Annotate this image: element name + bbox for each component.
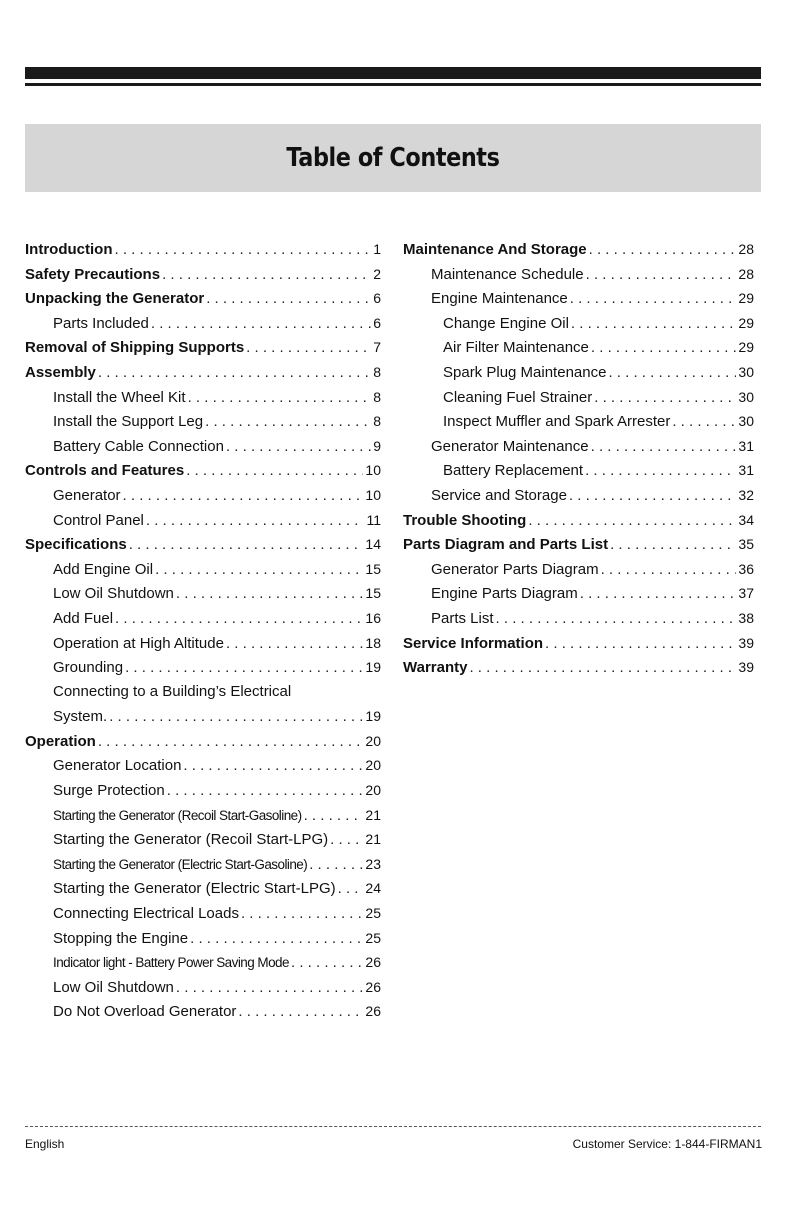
toc-entry[interactable] [403, 655, 754, 680]
toc-entry-page: 30 [738, 388, 754, 405]
toc-entry-title: Starting the Generator (Recoil Start-Gasoline) [53, 807, 302, 823]
toc-entry[interactable] [25, 409, 381, 434]
toc-dot-leader [151, 312, 371, 337]
toc-entry-title: Air Filter Maintenance [443, 339, 589, 357]
toc-entry-title: Maintenance And Storage [403, 241, 587, 258]
toc-entry-title: Trouble Shooting [403, 511, 527, 529]
toc-entry-title: Service Information [403, 634, 544, 652]
toc-entry-title: Safety Precautions [25, 265, 161, 283]
toc-entry[interactable] [25, 581, 381, 606]
toc-entry-title: Parts Diagram and Parts List [403, 536, 609, 554]
toc-entry-title: Unpacking the Generator [25, 290, 205, 308]
toc-entry-title: Maintenance Schedule [431, 265, 584, 283]
toc-entry[interactable] [403, 532, 754, 557]
toc-entry-title: Service and Storage [431, 486, 567, 504]
toc-entry-title: Generator Parts Diagram [431, 560, 599, 578]
toc-entry-title: Assembly [25, 363, 96, 381]
toc-entry[interactable] [25, 926, 381, 951]
toc-entry-page: 38 [738, 609, 754, 626]
toc-entry[interactable] [25, 237, 381, 262]
toc-entry[interactable] [25, 286, 381, 311]
toc-entry-title: Indicator light - Battery Power Saving Mode [53, 955, 289, 971]
toc-dot-leader [291, 951, 363, 976]
title-banner [25, 124, 761, 192]
toc-entry[interactable] [25, 508, 381, 533]
toc-dot-leader [114, 238, 371, 263]
toc-entry[interactable] [403, 557, 754, 582]
toc-dot-leader [469, 656, 736, 681]
toc-entry[interactable] [403, 237, 754, 262]
toc-dot-leader [226, 435, 371, 460]
toc-entry-title: Add Fuel [53, 609, 114, 627]
toc-entry[interactable] [403, 606, 754, 631]
toc-dot-leader [205, 410, 371, 435]
toc-entry-page: 14 [365, 536, 381, 553]
toc-entry-page: 20 [365, 757, 381, 774]
toc-entry[interactable] [403, 286, 754, 311]
toc-entry-page: 28 [738, 265, 754, 282]
toc-entry-title: Cleaning Fuel Strainer [443, 388, 593, 406]
toc-entry-title: Engine Parts Diagram [431, 585, 578, 603]
toc-entry[interactable] [25, 532, 381, 557]
toc-entry-title: Spark Plug Maintenance [443, 363, 607, 381]
toc-entry-page: 20 [365, 782, 381, 799]
toc-entry-page: 2 [373, 265, 381, 282]
toc-entry-title: Engine Maintenance [431, 290, 568, 308]
toc-dot-leader [188, 386, 372, 411]
toc-entry-title: Warranty [403, 659, 468, 677]
toc-entry-title: Operation at High Altitude [53, 634, 224, 652]
toc-entry[interactable] [25, 360, 381, 385]
toc-entry-title: Starting the Generator (Recoil Start-LPG) [53, 831, 329, 849]
toc-entry-page: 15 [365, 585, 381, 602]
toc-entry-title: Generator [53, 486, 121, 504]
toc-dot-leader [162, 263, 371, 288]
toc-entry-title: Stopping the Engine [53, 929, 189, 947]
toc-dot-leader [155, 558, 363, 583]
toc-dot-leader [610, 533, 736, 558]
toc-dot-leader [591, 336, 737, 361]
toc-dot-leader [176, 976, 364, 1001]
toc-entry-page: 6 [373, 290, 381, 307]
toc-entry-title: Parts List [431, 609, 494, 627]
toc-entry-page: 31 [738, 437, 754, 454]
toc-entry-title: Add Engine Oil [53, 560, 154, 578]
toc-dot-leader [304, 804, 364, 829]
footer-divider [25, 1126, 761, 1127]
toc-entry-page: 36 [738, 560, 754, 577]
toc-dot-leader [241, 902, 363, 927]
toc-dot-leader [580, 582, 737, 607]
toc-entry[interactable] [25, 483, 381, 508]
toc-entry[interactable] [25, 434, 381, 459]
toc-entry-page: 7 [373, 339, 381, 356]
toc-entry-title: Inspect Muffler and Spark Arrester [443, 413, 671, 431]
toc-entry[interactable] [25, 803, 381, 828]
toc-entry[interactable] [25, 704, 381, 729]
toc-dot-leader [123, 484, 364, 509]
toc-entry-page: 25 [365, 905, 381, 922]
toc-entry-title: Control Panel [53, 511, 144, 529]
toc-entry-page: 18 [365, 634, 381, 651]
toc-entry-page: 26 [365, 954, 381, 971]
toc-entry[interactable] [25, 606, 381, 631]
toc-entry-page: 39 [738, 659, 754, 676]
toc-entry-page: 25 [365, 929, 381, 946]
toc-entry-page: 29 [738, 314, 754, 331]
toc-entry-title: Parts Included [53, 314, 149, 332]
toc-entry-page: 8 [373, 363, 381, 380]
toc-entry[interactable] [25, 729, 381, 754]
toc-entry-page: 39 [738, 634, 754, 651]
toc-dot-leader [98, 361, 371, 386]
toc-entry-page: 8 [373, 413, 381, 430]
toc-entry-title: Controls and Features [25, 462, 185, 480]
toc-dot-leader [98, 730, 364, 755]
toc-dot-leader [545, 632, 736, 657]
toc-entry[interactable] [403, 311, 754, 336]
toc-entry-title: Specifications [25, 536, 127, 554]
toc-dot-leader [586, 263, 737, 288]
toc-entry-title: Generator Maintenance [431, 437, 589, 455]
toc-left-column [25, 237, 381, 1024]
toc-entry-page: 16 [365, 609, 381, 626]
toc-entry[interactable] [25, 311, 381, 336]
toc-dot-leader [338, 877, 364, 902]
toc-entry-page: 28 [738, 241, 754, 257]
toc-entry-page: 26 [365, 1003, 381, 1020]
toc-entry[interactable] [403, 360, 754, 385]
toc-entry[interactable] [25, 975, 381, 1000]
toc-entry-title: Battery Replacement [443, 462, 584, 480]
toc-dot-leader [496, 607, 737, 632]
toc-entry-title: Install the Wheel Kit [53, 388, 186, 406]
toc-entry-title: Connecting to a Building’s Electrical [53, 682, 292, 700]
toc-dot-leader [569, 484, 737, 509]
toc-entry[interactable] [403, 581, 754, 606]
toc-right-column [403, 237, 754, 680]
toc-dot-leader [186, 459, 363, 484]
toc-dot-leader [608, 361, 736, 386]
toc-dot-leader [238, 1000, 363, 1025]
toc-entry-title: Surge Protection [53, 782, 165, 800]
toc-entry-page: 29 [738, 290, 754, 307]
toc-entry-page: 19 [365, 659, 381, 676]
toc-entry[interactable] [403, 335, 754, 360]
toc-entry-title: Battery Cable Connection [53, 437, 224, 455]
toc-entry-page: 20 [365, 732, 381, 749]
toc-entry-title: Change Engine Oil [443, 314, 569, 332]
header-rule-thin [25, 83, 761, 86]
toc-entry-title: System. [53, 708, 108, 726]
toc-dot-leader [226, 632, 363, 657]
toc-entry-page: 1 [373, 241, 381, 257]
toc-dot-leader [115, 607, 363, 632]
toc-entry-title: Starting the Generator (Electric Start-LPG) [53, 880, 336, 898]
toc-dot-leader [146, 509, 365, 534]
toc-dot-leader [594, 386, 736, 411]
toc-entry-page: 15 [365, 560, 381, 577]
toc-dot-leader [309, 853, 363, 878]
toc-entry[interactable] [25, 631, 381, 656]
toc-entry-title: Connecting Electrical Loads [53, 905, 239, 923]
toc-entry[interactable] [25, 655, 381, 680]
toc-entry-page: 6 [373, 314, 381, 331]
toc-dot-leader [246, 336, 371, 361]
toc-entry[interactable] [25, 335, 381, 360]
toc-dot-leader [206, 287, 371, 312]
toc-entry-page: 11 [366, 511, 381, 528]
toc-entry-title: Do Not Overload Generator [53, 1003, 237, 1021]
toc-entry[interactable] [25, 778, 381, 803]
toc-dot-leader [190, 927, 363, 952]
toc-dot-leader [672, 410, 736, 435]
toc-entry[interactable] [403, 508, 754, 533]
toc-dot-leader [129, 533, 364, 558]
toc-entry-title: Generator Location [53, 757, 182, 775]
toc-entry-page: 26 [365, 978, 381, 995]
toc-dot-leader [571, 312, 737, 337]
toc-dot-leader [167, 779, 364, 804]
toc-entry[interactable] [403, 434, 754, 459]
toc-entry[interactable] [403, 631, 754, 656]
toc-entry-page: 29 [738, 339, 754, 356]
toc-entry-page: 34 [738, 511, 754, 528]
toc-entry-page: 21 [365, 831, 381, 848]
toc-entry-title: Removal of Shipping Supports [25, 339, 245, 357]
toc-dot-leader [591, 435, 737, 460]
toc-entry-page: 31 [738, 462, 754, 479]
toc-dot-leader [589, 238, 737, 263]
toc-entry[interactable] [25, 876, 381, 901]
toc-entry[interactable] [403, 409, 754, 434]
toc-entry-page: 37 [738, 585, 754, 602]
toc-entry-page: 9 [373, 437, 381, 454]
toc-entry-page: 24 [365, 880, 381, 897]
toc-entry-page: 10 [365, 462, 381, 479]
toc-entry-page: 19 [365, 708, 381, 725]
toc-entry[interactable] [25, 262, 381, 287]
toc-entry[interactable] [25, 827, 381, 852]
toc-entry-page: 10 [365, 486, 381, 503]
page-title: Table of Contents [286, 143, 500, 173]
toc-dot-leader [601, 558, 737, 583]
toc-dot-leader [570, 287, 737, 312]
toc-dot-leader [528, 509, 736, 534]
toc-entry[interactable] [25, 680, 381, 705]
toc-entry[interactable] [25, 852, 381, 877]
toc-dot-leader [585, 459, 736, 484]
toc-entry-title: Low Oil Shutdown [53, 978, 174, 996]
header-rule-thick [25, 67, 761, 79]
toc-entry[interactable] [25, 557, 381, 582]
toc-entry-title: Starting the Generator (Electric Start-Gasoline) [53, 856, 308, 872]
toc-entry[interactable] [25, 385, 381, 410]
toc-dot-leader [109, 705, 363, 730]
toc-dot-leader [330, 828, 363, 853]
toc-entry-page: 21 [365, 806, 381, 823]
toc-entry-page: 23 [365, 855, 381, 872]
toc-entry[interactable] [25, 901, 381, 926]
toc-dot-leader [125, 656, 363, 681]
toc-entry-title: Introduction [25, 241, 113, 258]
footer-language: English [25, 1137, 65, 1151]
toc-entry-page: 8 [373, 388, 381, 405]
toc-entry[interactable] [25, 458, 381, 483]
toc-entry-page: 30 [738, 363, 754, 380]
toc-entry-page: 30 [738, 413, 754, 430]
toc-entry-title: Low Oil Shutdown [53, 585, 174, 603]
toc-entry-title: Operation [25, 732, 96, 750]
toc-entry-title: Install the Support Leg [53, 413, 204, 431]
toc-entry[interactable] [25, 753, 381, 778]
toc-entry-title: Grounding [53, 659, 124, 677]
toc-entry[interactable] [403, 483, 754, 508]
toc-entry-page: 35 [738, 536, 754, 553]
toc-dot-leader [176, 582, 364, 607]
toc-entry[interactable] [403, 262, 754, 287]
toc-dot-leader [183, 754, 363, 779]
footer-customer-service: Customer Service: 1-844-FIRMAN1 [572, 1137, 762, 1151]
toc-entry[interactable] [25, 950, 381, 975]
toc-entry[interactable] [403, 385, 754, 410]
toc-entry[interactable] [403, 458, 754, 483]
toc-entry-page: 32 [738, 486, 754, 503]
toc-entry[interactable] [25, 999, 381, 1024]
